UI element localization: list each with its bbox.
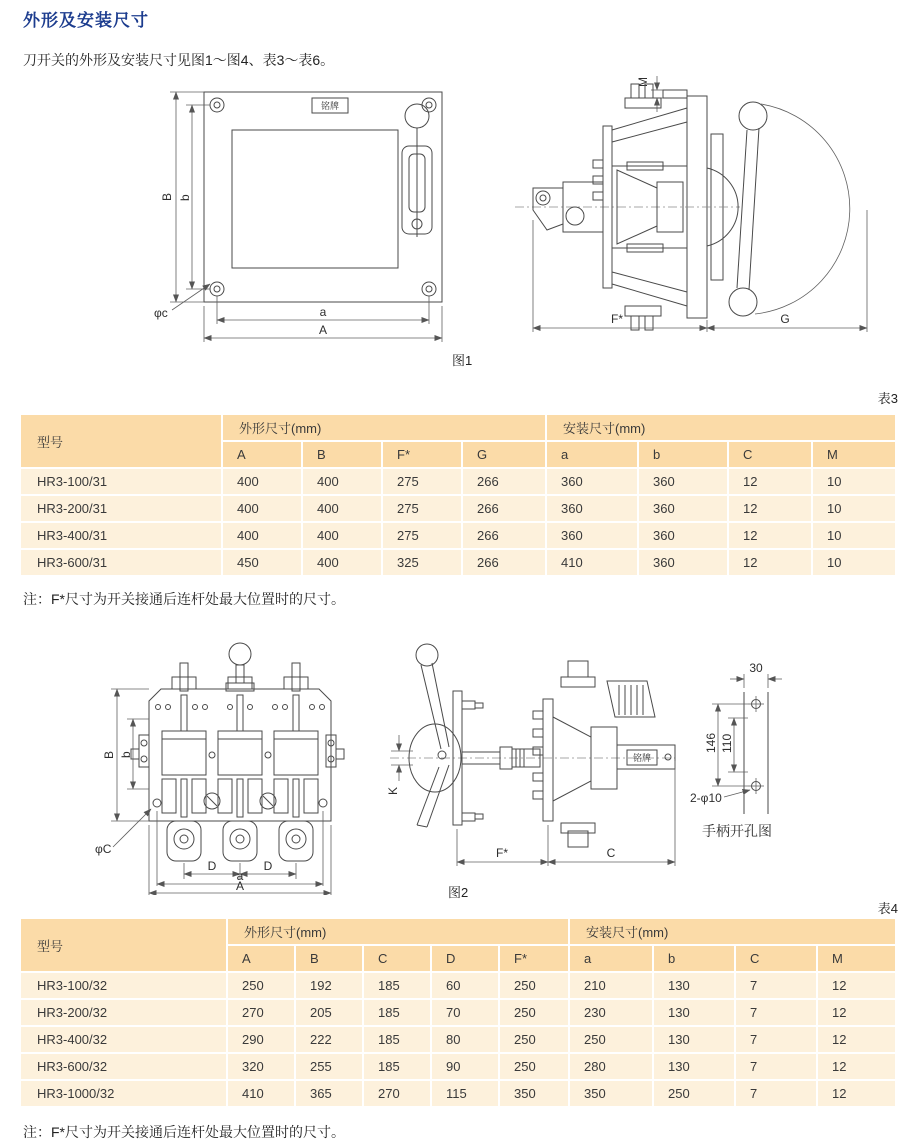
value-cell: 266 [463,496,545,521]
value-cell: 266 [463,469,545,494]
figure1-front-view-drawing [152,82,487,350]
value-cell: 400 [303,496,381,521]
dim-D2: D [263,859,273,873]
value-cell: 410 [547,550,637,575]
value-cell: 400 [223,523,301,548]
value-cell: 400 [303,523,381,548]
value-cell: 266 [463,550,545,575]
figure1-caption: 图1 [452,353,473,368]
dim-A: A [235,879,245,893]
value-cell: 400 [223,496,301,521]
value-cell: 10 [813,523,895,548]
dim-D1: D [207,859,217,873]
value-cell: 185 [364,973,430,998]
value-cell: 185 [364,1000,430,1025]
table4 [19,917,897,1108]
dim-a: a [319,305,327,319]
figure1-side-view-drawing [505,70,900,348]
value-cell: 60 [432,973,498,998]
value-cell: 350 [500,1081,568,1106]
dim-A: A [318,323,328,337]
value-cell: 7 [736,1027,816,1052]
model-cell: HR3-200/32 [21,1000,226,1025]
figure2-front-view-drawing [95,633,380,895]
table-header-row [21,415,895,440]
model-cell: HR3-100/31 [21,469,221,494]
outline-group-header: 外形尺寸(mm) [228,919,568,944]
value-cell: 360 [639,523,727,548]
col-header: a [547,442,637,467]
value-cell: 10 [813,496,895,521]
dim-146: 146 [704,732,718,753]
col-header: b [639,442,727,467]
col-header: a [570,946,652,971]
value-cell: 250 [500,1027,568,1052]
value-cell: 350 [570,1081,652,1106]
handwheel-lever [409,644,483,827]
col-header: A [223,442,301,467]
dim-110: 110 [720,733,734,753]
value-cell: 12 [818,1054,895,1079]
table3-tag: 表3 [877,391,898,406]
dimension-lines [533,210,867,332]
value-cell: 325 [383,550,461,575]
value-cell: 12 [729,496,811,521]
col-header: C [736,946,816,971]
dim-B: B [160,192,174,201]
value-cell: 360 [639,496,727,521]
table-row [21,973,895,998]
dim-C: C [606,846,616,860]
value-cell: 115 [432,1081,498,1106]
value-cell: 12 [729,550,811,575]
value-cell: 80 [432,1027,498,1052]
value-cell: 12 [818,973,895,998]
col-header: F* [383,442,461,467]
model-header: 型号 [21,415,221,467]
value-cell: 250 [500,1054,568,1079]
value-cell: 290 [228,1027,294,1052]
outline-group-header: 外形尺寸(mm) [223,415,545,440]
table-row [21,1081,895,1106]
value-cell: 280 [570,1054,652,1079]
value-cell: 450 [223,550,301,575]
value-cell: 360 [639,469,727,494]
dim-b: b [119,751,133,758]
side-ears [131,735,344,767]
value-cell: 270 [364,1081,430,1106]
value-cell: 210 [570,973,652,998]
value-cell: 410 [228,1081,294,1106]
col-header: B [296,946,362,971]
value-cell: 130 [654,973,734,998]
dim-holes: 2-φ10 [690,791,722,805]
figure2-caption: 图2 [448,885,469,900]
col-header: b [654,946,734,971]
handle-swing [707,102,850,316]
col-header: M [818,946,895,971]
value-cell: 7 [736,973,816,998]
value-cell: 400 [303,469,381,494]
bottom-lugs [167,821,313,861]
value-cell: 275 [383,496,461,521]
value-cell: 250 [570,1027,652,1052]
value-cell: 205 [296,1000,362,1025]
value-cell: 7 [736,1000,816,1025]
fuse-blocks [162,731,318,775]
value-cell: 10 [813,469,895,494]
dim-phic: φc [154,306,168,320]
value-cell: 360 [547,496,637,521]
col-header: D [432,946,498,971]
figure2-drill-diagram [690,652,915,880]
value-cell: 222 [296,1027,362,1052]
value-cell: 192 [296,973,362,998]
value-cell: 360 [547,469,637,494]
table-row [21,1054,895,1079]
value-cell: 255 [296,1054,362,1079]
model-cell: HR3-1000/32 [21,1081,226,1106]
value-cell: 275 [383,523,461,548]
value-cell: 400 [223,469,301,494]
model-cell: HR3-600/32 [21,1054,226,1079]
value-cell: 12 [818,1000,895,1025]
table4-note: 注：F*尺寸为开关接通后连杆处最大位置时的尺寸。 [23,1124,345,1140]
table3-note: 注：F*尺寸为开关接通后连杆处最大位置时的尺寸。 [23,591,345,607]
dim-phiC: φC [95,842,112,856]
value-cell: 250 [654,1081,734,1106]
value-cell: 365 [296,1081,362,1106]
table-row [21,523,895,548]
dimension-lines [95,689,331,895]
model-header: 型号 [21,919,226,971]
dimension-lines [386,735,675,866]
value-cell: 250 [500,973,568,998]
value-cell: 7 [736,1081,816,1106]
col-header: C [364,946,430,971]
nameplate-label: 铭牌 [320,101,340,111]
lower-contacts [153,779,327,817]
model-cell: HR3-400/32 [21,1027,226,1052]
install-group-header: 安装尺寸(mm) [570,919,895,944]
value-cell: 7 [736,1054,816,1079]
col-header: G [463,442,545,467]
table3 [19,413,897,577]
value-cell: 270 [228,1000,294,1025]
table-row [21,550,895,575]
nameplate-label: 铭牌 [632,753,652,763]
value-cell: 12 [818,1027,895,1052]
model-cell: HR3-600/31 [21,550,221,575]
install-group-header: 安装尺寸(mm) [547,415,895,440]
ball-handle-icon [226,643,254,691]
value-cell: 130 [654,1000,734,1025]
table-row [21,496,895,521]
dim-G: G [780,312,790,326]
value-cell: 12 [729,523,811,548]
value-cell: 275 [383,469,461,494]
dim-F: F* [496,846,508,860]
model-cell: HR3-100/32 [21,973,226,998]
value-cell: 266 [463,523,545,548]
value-cell: 250 [228,973,294,998]
door-window [232,130,398,268]
drill-caption: 手柄开孔图 [702,823,772,839]
dim-F: F* [611,312,623,326]
table-row [21,469,895,494]
table-row [21,1027,895,1052]
value-cell: 320 [228,1054,294,1079]
value-cell: 90 [432,1054,498,1079]
value-cell: 230 [570,1000,652,1025]
model-cell: HR3-200/31 [21,496,221,521]
figure2-side-view-drawing [385,633,680,895]
handle-icon [402,104,432,237]
col-header: M [813,442,895,467]
value-cell: 185 [364,1054,430,1079]
value-cell: 12 [729,469,811,494]
value-cell: 185 [364,1027,430,1052]
table-row [21,1000,895,1025]
value-cell: 250 [500,1000,568,1025]
dim-30: 30 [749,661,763,675]
dim-M: M [636,77,650,87]
value-cell: 12 [818,1081,895,1106]
value-cell: 10 [813,550,895,575]
value-cell: 360 [639,550,727,575]
pole-pins [181,695,299,731]
dim-b: b [178,194,192,201]
value-cell: 70 [432,1000,498,1025]
drill-holes [748,696,764,794]
top-terminals [172,663,308,691]
switch-body-side [533,661,675,847]
table-header-row [21,919,895,944]
intro-text: 刀开关的外形及安装尺寸见图1～图4、表3～表6。 [23,52,335,68]
value-cell: 130 [654,1027,734,1052]
model-cell: HR3-400/31 [21,523,221,548]
value-cell: 130 [654,1054,734,1079]
dim-a: a [236,869,244,883]
panel-outline [204,92,442,302]
dim-K: K [386,786,400,795]
dim-B: B [102,750,116,759]
page-title: 外形及安装尺寸 [23,11,149,30]
col-header: B [303,442,381,467]
col-header: F* [500,946,568,971]
table4-tag: 表4 [877,901,898,916]
value-cell: 360 [547,523,637,548]
col-header: A [228,946,294,971]
col-header: C [729,442,811,467]
value-cell: 400 [303,550,381,575]
